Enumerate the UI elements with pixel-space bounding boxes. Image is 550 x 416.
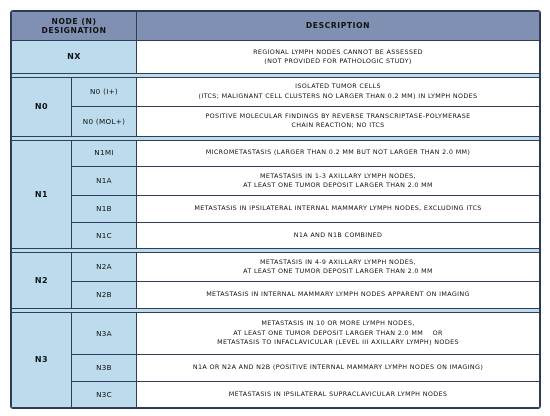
description-n1c: N1A AND N1B COMBINED <box>137 222 540 248</box>
table-row-n2a <box>12 252 540 281</box>
description-n0-i-plus-line1: ISOLATED TUMOR CELLS <box>295 82 381 91</box>
description-n0-mol-plus-line2: CHAIN REACTION; NO ITCS <box>291 121 385 130</box>
node-code-n1c: N1C <box>72 222 137 248</box>
description-n2a-line2: AT LEAST ONE TUMOR DEPOSIT LARGER THAN 2.0 MM <box>243 267 433 276</box>
header-node-line1: NODE (N) <box>51 16 97 26</box>
table-row-n3c <box>12 381 540 407</box>
description-nx-line1: REGIONAL LYMPH NODES CANNOT BE ASSESSED <box>253 47 423 56</box>
description-n3a-line1: METASTASIS IN 10 OR MORE LYMPH NODES, <box>261 319 415 328</box>
description-n1a <box>137 166 540 195</box>
node-code-n3a: N3A <box>72 312 137 355</box>
description-n3c: METASTASIS IN IPSILATERAL SUPRACLAVICULAR LYMPH NODES <box>137 381 540 407</box>
header-node-designation <box>12 12 137 41</box>
header-row <box>12 12 540 41</box>
description-n1a-line2: AT LEAST ONE TUMOR DEPOSIT LARGER THAN 2.0 MM <box>243 181 433 190</box>
node-code-n2b: N2B <box>72 282 137 308</box>
table-row-n2b <box>12 282 540 308</box>
description-nx-line2: (NOT PROVIDED FOR PATHOLOGIC STUDY) <box>264 57 412 66</box>
node-code-n3b: N3B <box>72 355 137 381</box>
node-code-n0-mol-plus: N0 (MOL+) <box>72 107 137 136</box>
node-code-n1mi: N1MI <box>72 140 137 166</box>
node-code-nx: NX <box>12 41 137 73</box>
description-n3a-line3: METASTASIS TO INFACLAVICULAR (LEVEL III AXILLARY LYMPH) NODES <box>217 338 459 347</box>
node-group-n0: N0 <box>12 77 72 136</box>
description-nx <box>137 41 540 73</box>
table-row-n1b <box>12 196 540 222</box>
n-staging-table <box>11 11 540 408</box>
description-n3b: N1A OR N2A AND N2B (POSITIVE INTERNAL MAMMARY LYMPH NODES ON IMAGING) <box>137 355 540 381</box>
node-group-n1: N1 <box>12 140 72 248</box>
description-n0-i-plus-line2: (ITCS; MALIGNANT CELL CLUSTERS NO LARGER THAN 0.2 MM) IN LYMPH NODES <box>198 91 478 100</box>
description-n1a-line1: METASTASIS IN 1-3 AXILLARY LYMPH NODES, <box>260 171 416 180</box>
node-code-n1b: N1B <box>72 196 137 222</box>
n-staging-table-frame <box>10 10 541 409</box>
table-row-n3a <box>12 312 540 355</box>
node-code-n2a: N2A <box>72 252 137 281</box>
table-row-n1c <box>12 222 540 248</box>
description-n0-mol-plus-line1: POSITIVE MOLECULAR FINDINGS BY REVERSE TRANSCRIPTASE-POLYMERASE <box>205 111 471 120</box>
description-n2a-line1: METASTASIS IN 4-9 AXILLARY LYMPH NODES, <box>260 257 416 266</box>
table-row-n0-i-plus <box>12 77 540 106</box>
header-node-line2: DESIGNATION <box>41 26 107 36</box>
header-description: DESCRIPTION <box>137 12 540 41</box>
node-code-n0-i-plus: N0 (I+) <box>72 77 137 106</box>
description-n0-i-plus <box>137 77 540 106</box>
description-n2b: METASTASIS IN INTERNAL MAMMARY LYMPH NODES APPARENT ON IMAGING <box>137 282 540 308</box>
description-n1b: METASTASIS IN IPSILATERAL INTERNAL MAMMARY LYMPH NODES, EXCLUDING ITCS <box>137 196 540 222</box>
table-row-n0-mol-plus <box>12 107 540 136</box>
description-n2a <box>137 252 540 281</box>
node-group-n3: N3 <box>12 312 72 407</box>
table-row-nx <box>12 41 540 73</box>
node-group-n2: N2 <box>12 252 72 308</box>
description-n0-mol-plus <box>137 107 540 136</box>
node-code-n3c: N3C <box>72 381 137 407</box>
table-row-n1mi <box>12 140 540 166</box>
description-n1mi: MICROMETASTASIS (LARGER THAN 0.2 MM BUT NOT LARGER THAN 2.0 MM) <box>137 140 540 166</box>
description-n3a <box>137 312 540 355</box>
table-row-n1a <box>12 166 540 195</box>
description-n3a-line2: AT LEAST ONE TUMOR DEPOSIT LARGER THAN 2.0 MM OR <box>233 328 443 337</box>
table-row-n3b <box>12 355 540 381</box>
node-code-n1a: N1A <box>72 166 137 195</box>
